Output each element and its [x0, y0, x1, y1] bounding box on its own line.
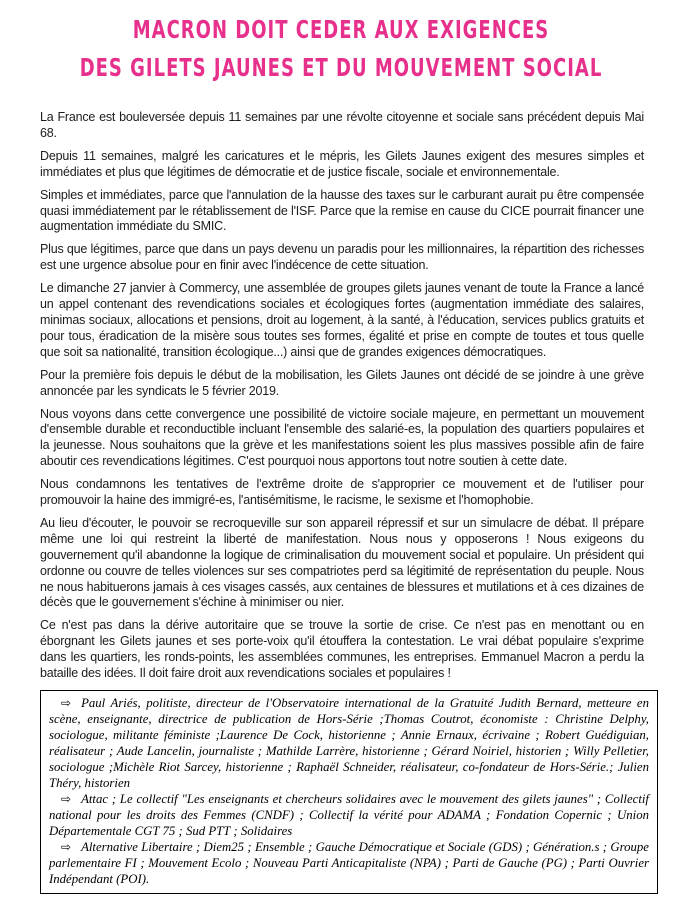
- signatories-collectives: [49, 791, 649, 839]
- signatories-parties: [49, 839, 649, 887]
- paragraph-extreme-droite: Nous condamnons les tentatives de l'extrême droite de s'approprier ce mouvement et de l'utiliser pour promouvoir la haine des immigré-es, l'antisémitisme, le racisme, le sexisme et l'homophobie.: [40, 477, 644, 508]
- paragraph-conclusion: Ce n'est pas dans la dérive autoritaire que se trouve la sortie de crise. Ce n'est pas en menottant ou en éborgnant les Gilets jaunes et ses porte-voix qu'il étouffera la contestation. Le vrai débat populaire s'exprime dans les quartiers, les ronds-points, les assemblées communes, les entreprises. Emmanuel Macron a perdu la bataille des idées. Il doit faire droit aux revendications sociales et populaires !: [40, 618, 644, 681]
- paragraph-greve: Pour la première fois depuis le début de la mobilisation, les Gilets Jaunes ont décidé de se joindre à une grève annoncée par les syndicats le 5 février 2019.: [40, 367, 644, 398]
- signatories-collectives-text: Attac ; Le collectif "Les enseignants et chercheurs solidaires avec le mouvement des gilets jaunes" ; Collectif national pour les droits des Femmes (CNDF) ; Collectif la vérité pour ADAMA ; Fondation Copernic ; Union Départementale CGT 75 ; Sud PTT ; Solidaires: [49, 792, 649, 838]
- document-body: [40, 110, 644, 682]
- title-line-1: MACRON DOIT CEDER AUX EXIGENCES: [132, 15, 550, 46]
- signatories-parties-text: Alternative Libertaire ; Diem25 ; Ensemble ; Gauche Démocratique et Sociale (GDS) ; Génération.s ; Groupe parlementaire FI ; Mouvement Ecolo ; Nouveau Parti Anticapitaliste (NPA) ; Parti de Gauche (PG) ; Parti Ouvrier Indépendant (POI).: [49, 840, 649, 886]
- paragraph-simples-immediates: Simples et immédiates, parce que l'annulation de la hausse des taxes sur le carburant aurait pu être compensée quasi immédiatement par le rétablissement de l'ISF. Parce que la remise en cause du CICE pourrait financer une augmentation immédiate du SMIC.: [40, 187, 644, 234]
- paragraph-demands: Depuis 11 semaines, malgré les caricatures et le mépris, les Gilets Jaunes exigent des mesures simples et immédiates et plus que légitimes de démocratie et de justice fiscale, sociale et environnementale.: [40, 148, 644, 179]
- paragraph-repression: Au lieu d'écouter, le pouvoir se recroqueville sur son appareil répressif et sur un simulacre de débat. Il prépare même une loi qui restreint la liberté de manifestation. Nous nous y opposerons ! Nous exigeons du gouvernement qu'il abandonne la logique de criminalisation du mouvement social et populaire. Un président qui ordonne ou couvre de telles violences sur ses compatriotes perd sa légitimité de représentation du peuple. Nous ne nous habituerons jamais à ces visages cassés, aux centaines de blessures et mutilations et à ces dizaines de décès que le gouvernement s'échine à minimiser ou nier.: [40, 515, 644, 610]
- paragraph-commercy: Le dimanche 27 janvier à Commercy, une assemblée de groupes gilets jaunes venant de toute la France a lancé un appel contenant des revendications sociales et écologiques fortes (augmentation immédiate des salaires, minimas sociaux, allocations et pensions, droit au logement, à la santé, à l'éducation, services publics gratuits et pour tous, éradication de la misère sous toutes ses formes, égalité et prise en compte de toutes et tous quelle que soit sa nationalité, transition écologique...) ainsi que de grandes exigences démocratiques.: [40, 281, 644, 359]
- right-arrow-icon: ⇨: [61, 696, 72, 710]
- document-title: [0, 0, 682, 88]
- paragraph-convergence: Nous voyons dans cette convergence une possibilité de victoire sociale majeure, en permettant un mouvement d'ensemble durable et reconductible incluant l'ensemble des salarié-es, la population des quartiers populaires et la jeunesse. Nous souhaitons que la grève et les manifestations soient les plus massives possible afin de faire aboutir ces revendications légitimes. C'est pourquoi nous apportons tout notre soutien à cette date.: [40, 406, 644, 469]
- right-arrow-icon: ⇨: [61, 840, 72, 854]
- paragraph-legitimes: Plus que légitimes, parce que dans un pays devenu un paradis pour les millionnaires, la répartition des richesses est une urgence absolue pour en finir avec l'indécence de cette situation.: [40, 242, 644, 273]
- paragraph-intro: La France est bouleversée depuis 11 semaines par une révolte citoyenne et sociale sans précédent depuis Mai 68.: [40, 110, 644, 140]
- signatories-individuals-text: Paul Ariés, politiste, directeur de l'Observatoire international de la Gratuité Judith Bernard, metteure en scène, enseignante, directrice de publication de Hors-Série ;Thomas Coutrot, économiste : Christine Delphy, sociologue, militante féministe ;Laurence De Cock, historienne ; Annie Ernaux, écrivaine ; Robert Guédiguian, réalisateur ; Aude Lancelin, journaliste ; Mathilde Larrère, historienne ; Gérard Noiriel, historien ; Willy Pelletier, sociologue ;Michèle Riot Sarcey, historienne ; Raphaël Schneider, réalisateur, co-fondateur de Hors-Série.; Julien Théry, historien: [49, 696, 649, 790]
- right-arrow-icon: ⇨: [61, 792, 72, 806]
- signatories-box: [40, 690, 658, 894]
- signatories-individuals: [49, 695, 649, 791]
- title-line-2: DES GILETS JAUNES ET DU MOUVEMENT SOCIAL: [79, 53, 603, 83]
